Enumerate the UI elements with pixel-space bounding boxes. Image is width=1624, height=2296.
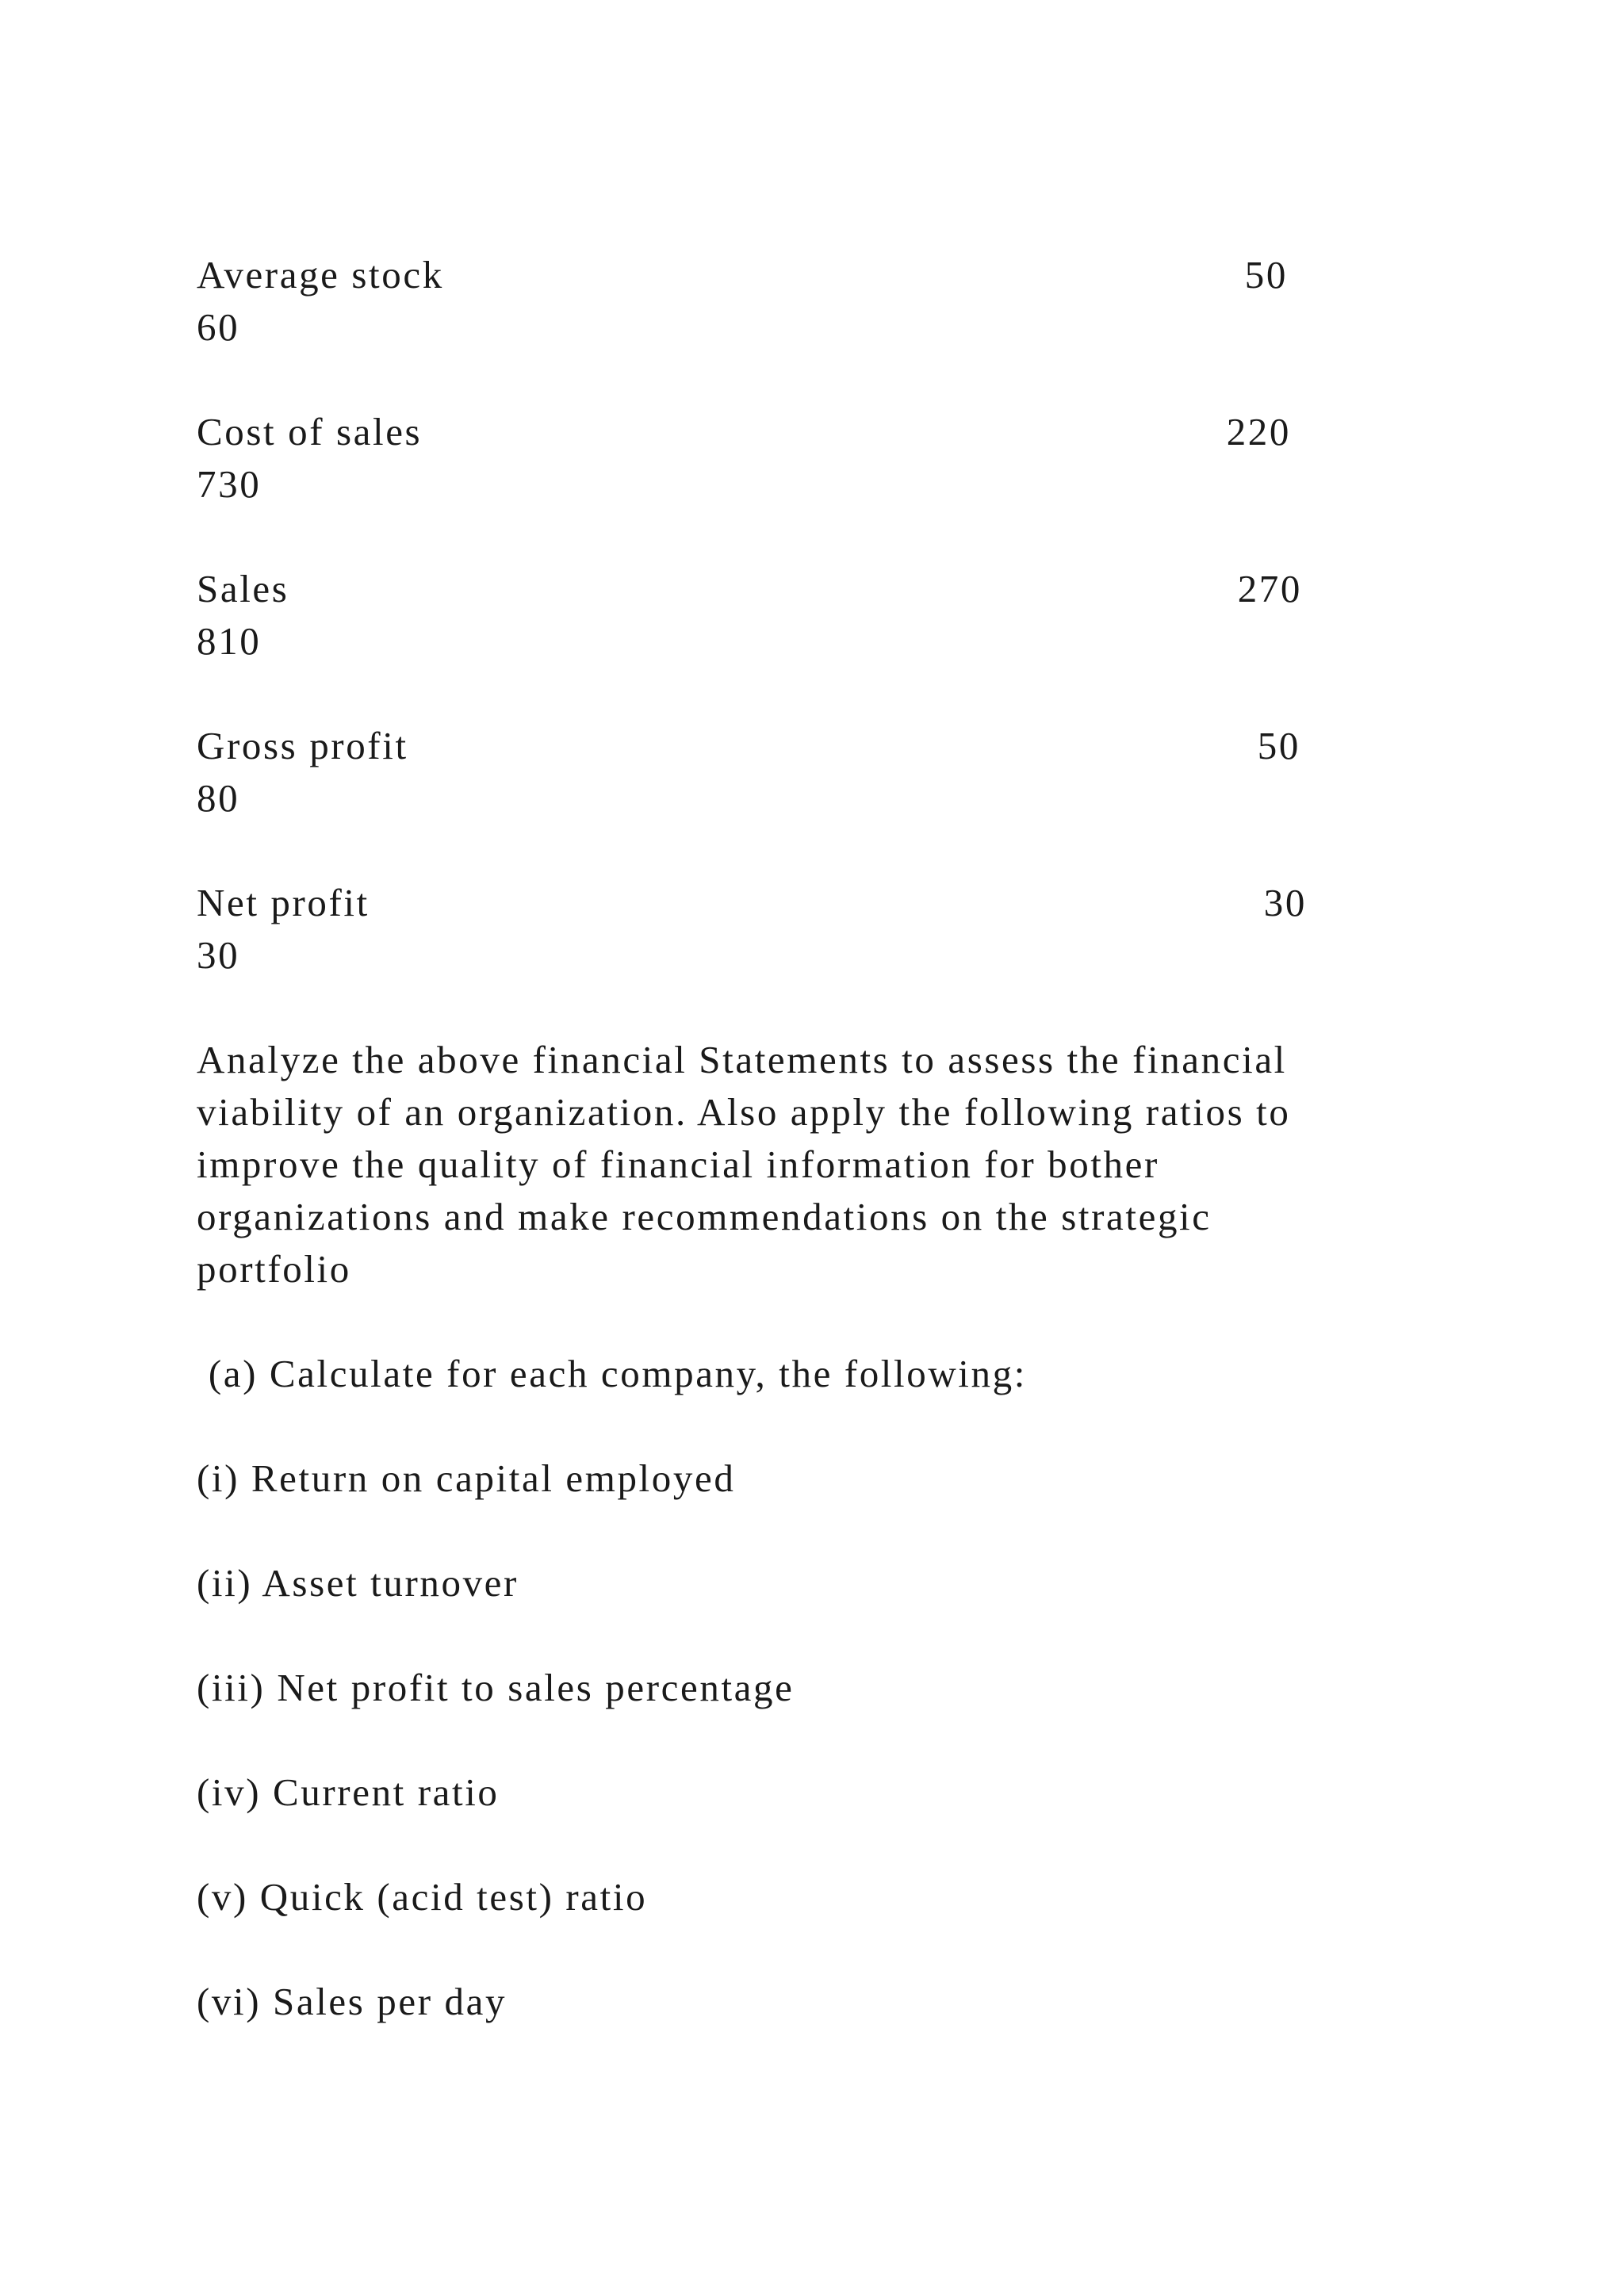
question-a: (a) Calculate for each company, the following: bbox=[197, 1352, 1027, 1395]
paragraph-line: organizations and make recommendations on the strategic bbox=[197, 1195, 1212, 1238]
row-sales bbox=[197, 563, 1386, 668]
row-label: Average stock bbox=[197, 253, 444, 297]
list-item: (iii) Net profit to sales percentage bbox=[197, 1666, 795, 1709]
paragraph-line: improve the quality of financial information for bother bbox=[197, 1142, 1159, 1186]
row-gross-profit bbox=[197, 720, 1386, 825]
list-item: (vi) Sales per day bbox=[197, 1980, 508, 2023]
list-item: (v) Quick (acid test) ratio bbox=[197, 1875, 648, 1919]
instructions-paragraph bbox=[197, 1034, 1434, 1295]
row-value-2: 80 bbox=[197, 776, 240, 820]
row-cost-of-sales bbox=[197, 406, 1386, 511]
row-label: Cost of sales bbox=[197, 410, 423, 453]
list-item: (i) Return on capital employed bbox=[197, 1456, 736, 1500]
row-value-2: 810 bbox=[197, 619, 262, 663]
row-value-2: 60 bbox=[197, 305, 240, 349]
list-item: (iv) Current ratio bbox=[197, 1770, 500, 1814]
row-net-profit bbox=[197, 877, 1386, 982]
list-item: (ii) Asset turnover bbox=[197, 1561, 519, 1605]
row-value-2: 30 bbox=[197, 933, 240, 977]
paragraph-line: viability of an organization. Also apply the following ratios to bbox=[197, 1090, 1291, 1134]
row-label: Gross profit bbox=[197, 724, 408, 767]
row-label: Net profit bbox=[197, 881, 370, 924]
row-value-2: 730 bbox=[197, 462, 262, 506]
paragraph-line: Analyze the above financial Statements to assess the financial bbox=[197, 1038, 1287, 1081]
row-value-1: 30 bbox=[1263, 881, 1307, 924]
row-value-1: 220 bbox=[1226, 410, 1291, 453]
row-value-1: 50 bbox=[1257, 724, 1300, 767]
row-value-1: 270 bbox=[1237, 567, 1302, 610]
row-value-1: 50 bbox=[1244, 253, 1288, 297]
row-average-stock bbox=[197, 249, 1386, 354]
row-label: Sales bbox=[197, 567, 289, 610]
paragraph-line: portfolio bbox=[197, 1247, 351, 1291]
